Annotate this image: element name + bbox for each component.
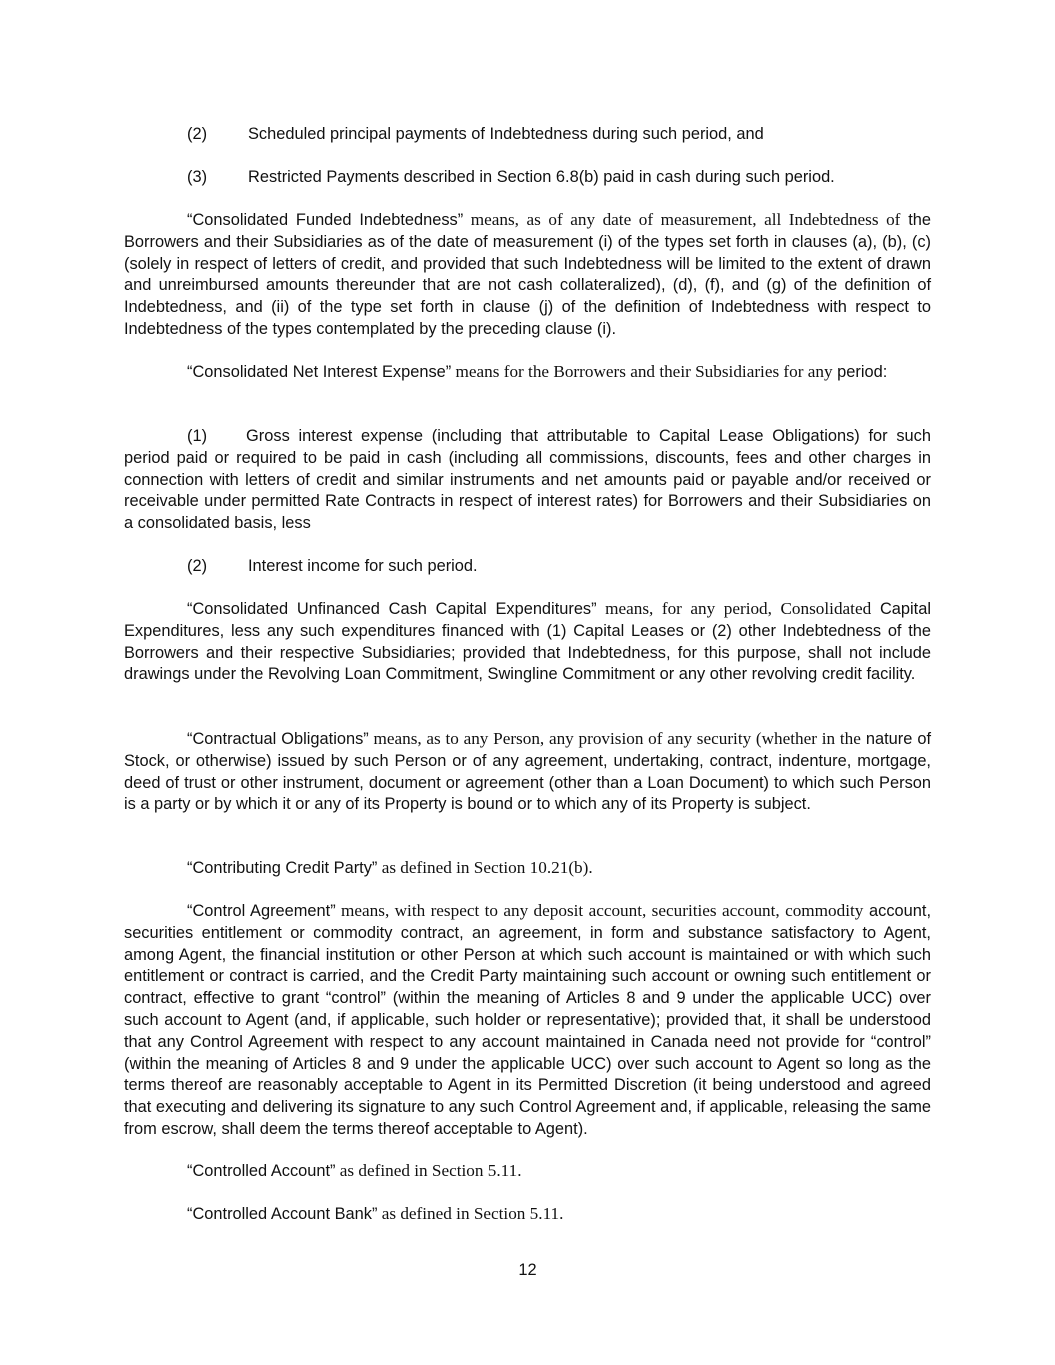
page-number: 12 bbox=[518, 1261, 537, 1279]
defined-term: “Contributing Credit Party” bbox=[187, 859, 378, 877]
item-text: Gross interest expense (including that attributable to Capital Lease Obligations) for such bbox=[246, 427, 931, 445]
defined-term: “Control Agreement” bbox=[187, 902, 336, 920]
definition-control-agreement bbox=[124, 900, 931, 1141]
defined-term: “Consolidated Funded Indebtedness” bbox=[187, 211, 464, 229]
list-item bbox=[124, 426, 931, 535]
definition-body: period: bbox=[837, 363, 888, 381]
defined-term: “Controlled Account” bbox=[187, 1162, 336, 1180]
definition-lead: as defined in Section 5.11. bbox=[335, 1161, 522, 1180]
definition-lead: means, for any period, Consolidated bbox=[596, 599, 872, 618]
item-number: (3) bbox=[187, 168, 208, 186]
definition-body: nature of Stock, or otherwise) issued by such Person or of any agreement, undertaking, contract, indenture, mortgage, deed of trust or other instrument, document or agreement (other than a Loan Document) to which such Person is a party or by which it or any of its Property is bound or to which any of its Property is subject. bbox=[124, 730, 931, 814]
item-continuation: period paid or required to be paid in cash (including all commissions, discounts, fees and other charges in connection with letters of credit and similar instruments and net amounts paid or payable and/or received or receivable under permitted Rate Contracts in respect of interest rates) for Borrowers and their Subsidiaries on a consolidated basis, less bbox=[124, 448, 931, 533]
item-number: (2) bbox=[187, 557, 208, 575]
defined-term: “Consolidated Net Interest Expense” bbox=[187, 363, 452, 381]
definition-contractual-obligations bbox=[124, 728, 931, 816]
list-item bbox=[187, 167, 931, 189]
defined-term: “Controlled Account Bank” bbox=[187, 1205, 378, 1223]
definition-consolidated-net-interest-expense bbox=[124, 361, 931, 384]
definition-body: the Borrowers and their Subsidiaries as of the date of measurement (i) of the types set forth in clauses (a), (b), (c) (solely in respect of letters of credit, and provided that such Indebtedness will be limited to the extent of drawn and unreimbursed amounts thereunder that are not cash collateralized), (d), (f), and (g) of the definition of Indebtedness, and (ii) of the type set forth in clause (j) of the definition of Indebtedness with respect to Indebtedness of the types contemplated by the preceding clause (i). bbox=[124, 211, 932, 338]
definition-body: Capital Expenditures, less any such expenditures financed with (1) Capital Leases or (2) other Indebtedness of the Borrowers and their respective Subsidiaries; provided that Indebtedness, for this purpose, shall not include drawings under the Revolving Loan Commitment, Swingline Commitment or any other revolving credit facility. bbox=[124, 600, 931, 684]
definition-lead: means for the Borrowers and their Subsidiaries for any bbox=[451, 362, 833, 381]
item-number: (1) bbox=[187, 427, 208, 445]
definition-lead: means, as to any Person, any provision of any security (whether in the bbox=[368, 729, 861, 748]
definition-controlled-account bbox=[124, 1160, 931, 1183]
definition-controlled-account-bank bbox=[124, 1203, 931, 1226]
definition-lead: as defined in Section 10.21(b). bbox=[377, 858, 593, 877]
definition-lead: means, with respect to any deposit account, securities account, commodity bbox=[335, 901, 864, 920]
item-text: Scheduled principal payments of Indebtedness during such period, and bbox=[248, 125, 764, 143]
item-number: (2) bbox=[187, 125, 208, 143]
definition-body: account, securities entitlement or commodity contract, an agreement, in form and substance satisfactory to Agent, among Agent, the financial institution or other Person at which such account is maintained or with which such entitlement or contract is carried, and the Credit Party maintaining such account or owning such entitlement or contract, effective to grant “control” (within the meaning of Articles 8 and 9 under the applicable UCC) over such account to Agent (and, if applicable, such holder or representative); provided that, it shall be understood that any Control Agreement with respect to any account maintained in Canada need not provide for “control” (within the meaning of Articles 8 and 9 under the applicable UCC) over such account to Agent so long as the terms thereof are reasonably acceptable to Agent in its Permitted Discretion (it being understood and agreed that executing and delivering its signature to any such Control Agreement and, if applicable, releasing the same from escrow, shall deem the terms thereof acceptable to Agent). bbox=[124, 902, 931, 1138]
definition-consolidated-funded-indebtedness bbox=[124, 209, 931, 341]
definition-contributing-credit-party bbox=[124, 857, 931, 880]
definition-lead: as defined in Section 5.11. bbox=[377, 1204, 564, 1223]
definition-consolidated-unfinanced-cash-capital-expenditures bbox=[124, 598, 931, 686]
list-item bbox=[187, 124, 931, 146]
defined-term: “Contractual Obligations” bbox=[187, 730, 369, 748]
definition-lead: means, as of any date of measurement, all Indebtedness of bbox=[463, 210, 901, 229]
defined-term: “Consolidated Unfinanced Cash Capital Expenditures” bbox=[187, 600, 597, 618]
item-text: Interest income for such period. bbox=[248, 557, 478, 575]
item-text: Restricted Payments described in Section 6.8(b) paid in cash during such period. bbox=[248, 168, 835, 186]
list-item bbox=[187, 556, 931, 578]
